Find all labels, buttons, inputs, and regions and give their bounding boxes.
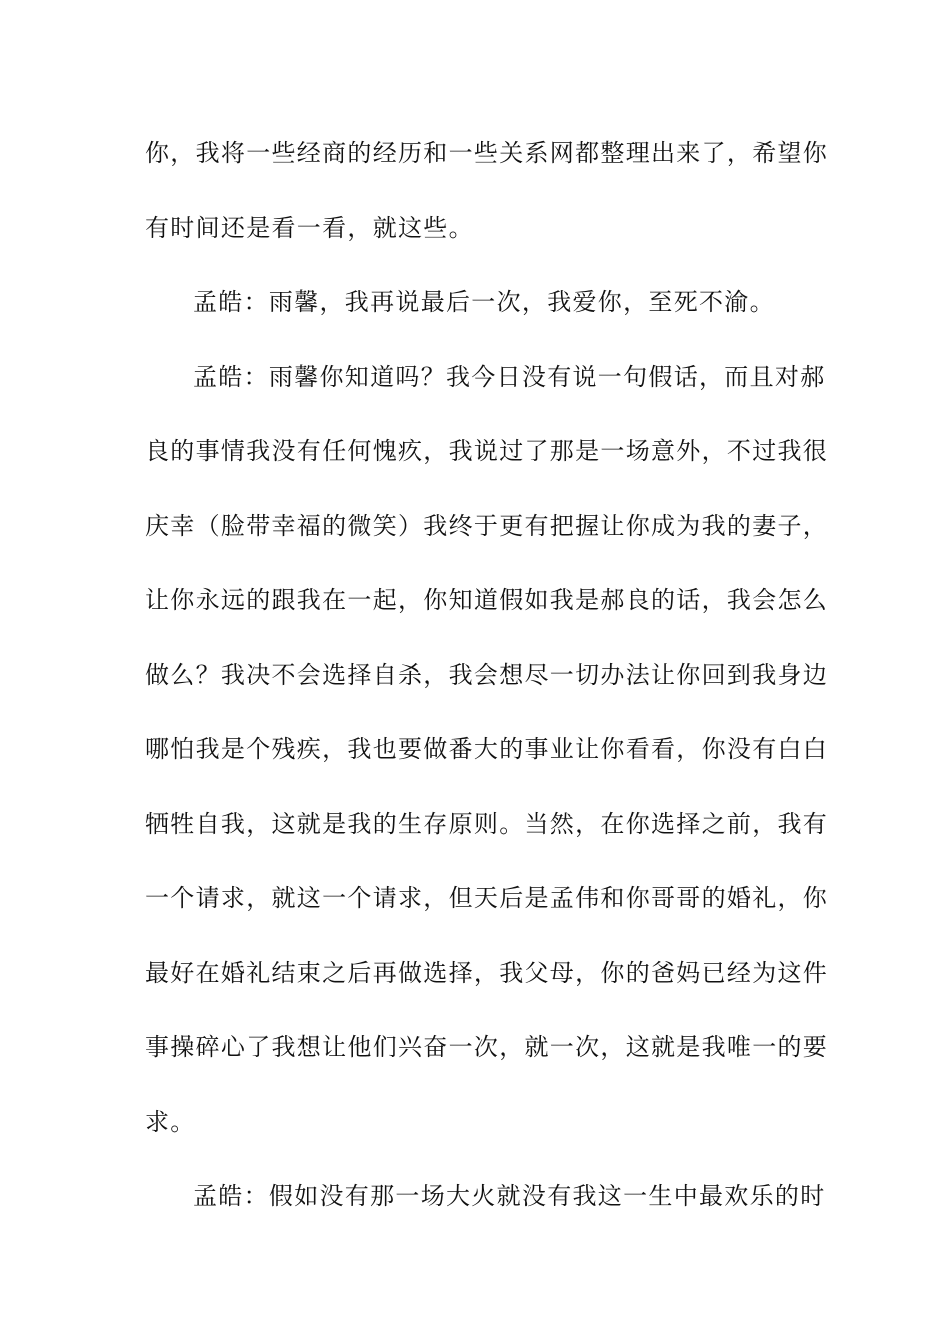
text-line: 良的事情我没有任何愧疚，我说过了那是一场意外，不过我很 [145, 437, 829, 465]
text-line: 一个请求，就这一个请求，但天后是孟伟和你哥哥的婚礼，你 [145, 884, 829, 912]
text-line: 事操碎心了我想让他们兴奋一次，就一次，这就是我唯一的要 [145, 1033, 829, 1061]
dialogue-paragraph: 孟皓：雨馨你知道吗？我今日没有说一句假话，而且对郝 [193, 362, 826, 391]
text-line: 有时间还是看一看，就这些。 [145, 213, 474, 242]
text-line: 哪怕我是个残疾，我也要做番大的事业让你看看，你没有白白 [145, 735, 829, 763]
text-line: 牺牲自我，这就是我的生存原则。当然，在你选择之前，我有 [145, 809, 829, 838]
text-line: 让你永远的跟我在一起，你知道假如我是郝良的话，我会怎么 [145, 586, 829, 614]
body-text [145, 128, 829, 1246]
dialogue-paragraph: 孟皓：假如没有那一场大火就没有我这一生中最欢乐的时 [193, 1182, 826, 1210]
text-line: 最好在婚礼结束之后再做选择，我父母，你的爸妈已经为这件 [145, 958, 829, 987]
dialogue-paragraph: 孟皓：雨馨，我再说最后一次，我爱你，至死不渝。 [193, 288, 775, 316]
text-line: 庆幸（脸带幸福的微笑）我终于更有把握让你成为我的妻子， [145, 511, 829, 540]
text-line: 你，我将一些经商的经历和一些关系网都整理出来了，希望你 [145, 139, 829, 167]
text-line: 做么？我决不会选择自杀，我会想尽一切办法让你回到我身边 [145, 660, 829, 689]
text-line: 求。 [145, 1107, 196, 1136]
